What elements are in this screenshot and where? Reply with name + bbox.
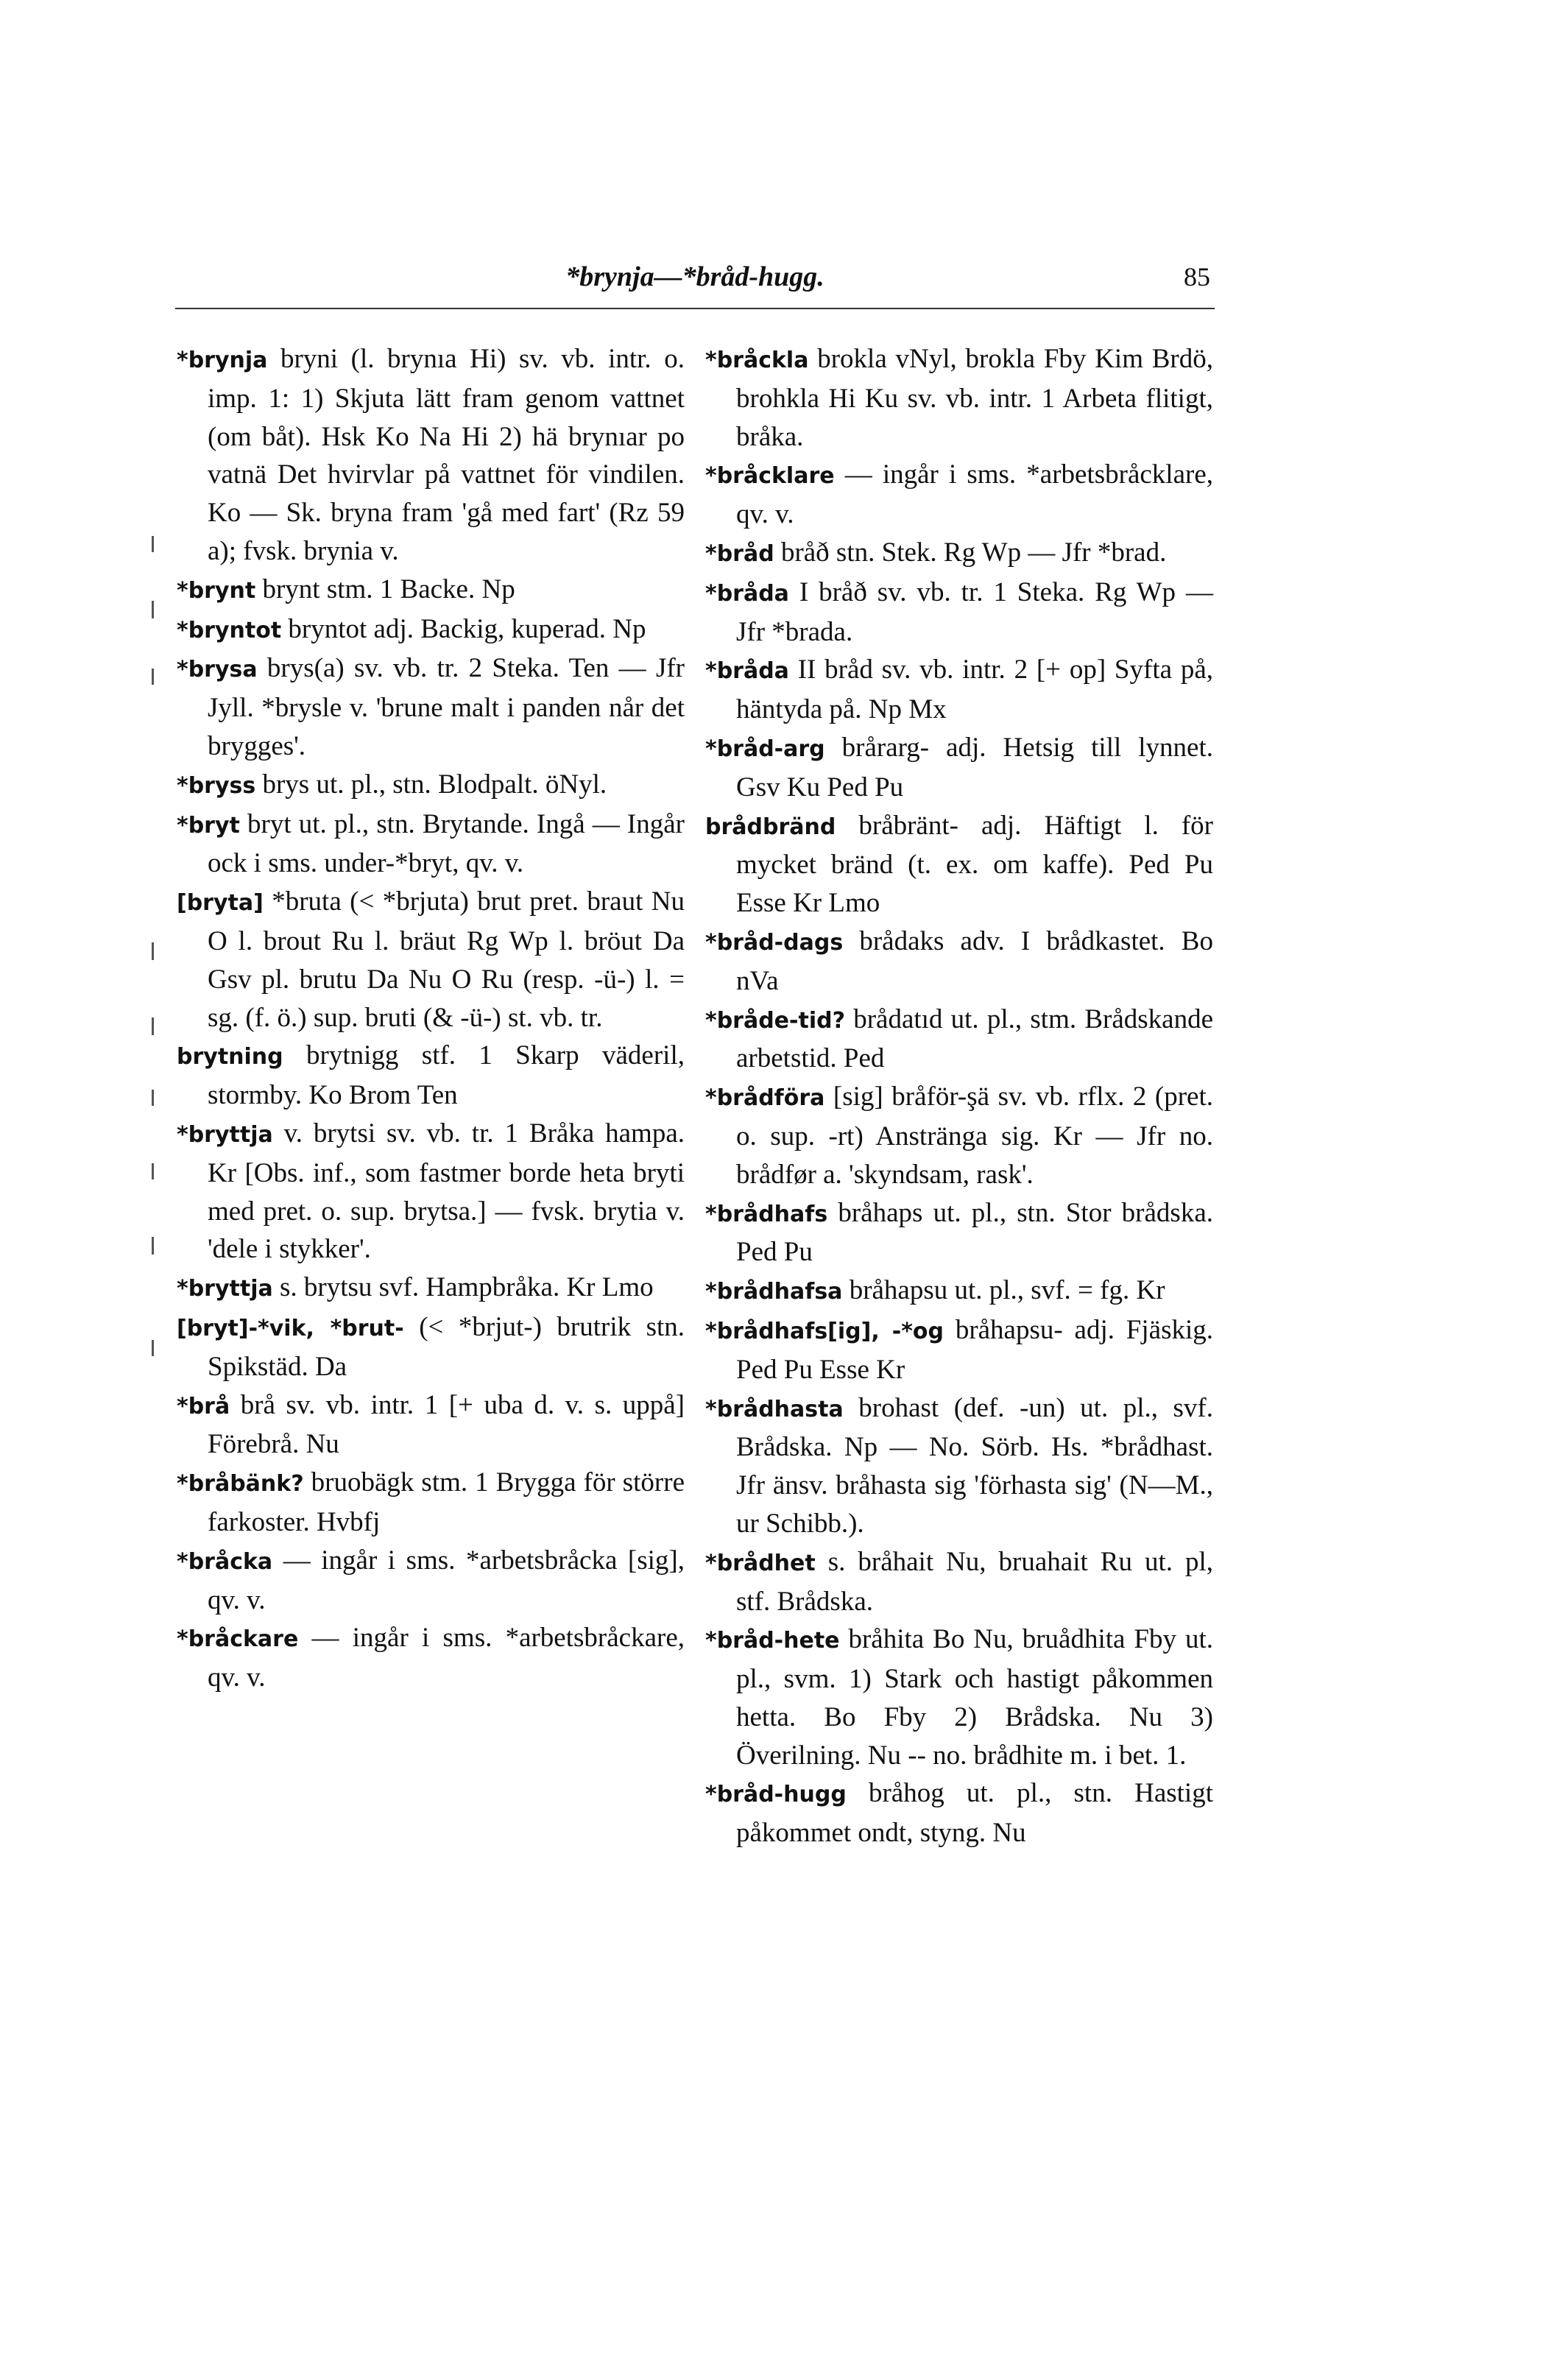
entry-text: I bråð sv. vb. tr. 1 Steka. Rg Wp — Jfr *brada. xyxy=(736,576,1213,647)
entry xyxy=(177,766,685,805)
entry xyxy=(177,571,685,610)
entry xyxy=(705,340,1213,456)
entry xyxy=(705,1078,1213,1193)
headword: *brådhasta xyxy=(705,1396,844,1422)
headword: *bråckare xyxy=(177,1626,299,1653)
entry xyxy=(705,1311,1213,1389)
headword: brådbränd xyxy=(705,814,836,840)
entry-text: bråhapsu- adj. Fjäskig. Ped Pu Esse Kr xyxy=(736,1314,1213,1385)
entry xyxy=(705,1620,1213,1774)
headword: *bråbänk? xyxy=(177,1471,304,1497)
headword: *bryss xyxy=(177,772,256,799)
entry-text: brys(a) sv. vb. tr. 2 Steka. Ten — Jfr Jyll. *brysle v. 'brune malt i panden når det brygges'. xyxy=(208,653,685,761)
entry-text: brohast (def. -un) ut. pl., svf. Brådska. Np — No. Sörb. Hs. *brådhast. Jfr änsv. bråhasta sig 'förhasta sig' (N—M., ur Schibb.). xyxy=(736,1392,1213,1539)
margin-marks xyxy=(152,530,166,1414)
headword: *bråd-hete xyxy=(705,1628,840,1654)
margin-mark xyxy=(152,536,154,552)
entry-text: bruobägk stm. 1 Brygga för större farkoster. Hvbfj xyxy=(208,1467,685,1537)
entry-text: bråbränt- adj. Häftigt l. för mycket bränd (t. ex. om kaffe). Ped Pu Esse Kr Lmo xyxy=(736,810,1213,919)
headword: *brynt xyxy=(177,577,256,604)
entry xyxy=(705,574,1213,652)
entry-text: bryt ut. pl., stn. Brytande. Ingå — Ingår ock i sms. under-*bryt, qv. v. xyxy=(208,808,685,879)
headword: *bråda xyxy=(705,580,789,607)
entry-text: brys ut. pl., stn. Blodpalt. öNyl. xyxy=(255,769,607,800)
entry xyxy=(177,1386,685,1464)
entry xyxy=(177,883,685,1037)
entry-text: [sig] bråför-şä sv. vb. rflx. 2 (pret. o. sup. -rt) Anstränga sig. Kr — Jfr no. brådfør a. 'skyndsam, rask'. xyxy=(736,1082,1213,1190)
entry xyxy=(705,651,1213,729)
entry xyxy=(177,1542,685,1620)
entry xyxy=(705,729,1213,807)
entry xyxy=(705,1389,1213,1543)
headword: *brådhet xyxy=(705,1550,816,1576)
headword: *bråd xyxy=(705,540,774,567)
headword: *brå xyxy=(177,1393,230,1419)
headword: *brådföra xyxy=(705,1085,825,1112)
headword: *brådhafsa xyxy=(705,1279,843,1305)
page-header xyxy=(175,259,1215,309)
entry xyxy=(705,922,1213,1001)
entry xyxy=(705,1543,1213,1621)
headword: *bråckla xyxy=(705,348,809,373)
entry-text: bryntot adj. Backig, kuperad. Np xyxy=(281,613,646,644)
margin-mark xyxy=(152,601,154,618)
headword: *bryttja xyxy=(177,1121,273,1148)
headword: *bråda xyxy=(705,658,789,685)
entry-text: — ingår i sms. *arbetsbråckare, qv. v. xyxy=(208,1623,685,1693)
entry-text: bråhapsu ut. pl., svf. = fg. Kr xyxy=(842,1275,1165,1306)
entry xyxy=(177,649,685,765)
headword: *bråd-hugg xyxy=(705,1782,847,1808)
right-column xyxy=(705,340,1213,1852)
entry-text: (< *brjut-) brutrik stn. Spikstäd. Da xyxy=(208,1311,685,1382)
headword: *brådhafs[ig], -*og xyxy=(705,1318,944,1344)
headword: *brådhafs xyxy=(705,1201,828,1227)
entry xyxy=(177,340,685,571)
margin-mark xyxy=(152,942,154,960)
entry xyxy=(177,1619,685,1697)
entry-text: bråð stn. Stek. Rg Wp — Jfr *brad. xyxy=(774,537,1167,568)
entry-text: v. brytsi sv. vb. tr. 1 Bråka hampa. Kr [Obs. inf., som fastmer borde heta bryti med pret. o. sup. brytsa.] — fvsk. brytia v. 'dele i stykker'. xyxy=(208,1118,685,1265)
running-head: *brynja—*bråd-hugg. xyxy=(565,261,824,292)
headword: *bråcka xyxy=(177,1548,273,1575)
entry-text: brådatıd ut. pl., stm. Brådskande arbetstid. Ped xyxy=(736,1003,1213,1074)
margin-mark xyxy=(152,1163,154,1179)
entry-text: — ingår i sms. *arbetsbråcka [sig], qv. v. xyxy=(208,1545,685,1615)
entry-text: II bråd sv. vb. intr. 2 [+ op] Syfta på, häntyda på. Np Mx xyxy=(736,655,1213,725)
headword: *bråd-arg xyxy=(705,735,825,762)
entry-text: s. brytsu svf. Hampbråka. Kr Lmo xyxy=(272,1272,654,1303)
entry xyxy=(705,1271,1213,1311)
entry xyxy=(705,534,1213,574)
entry xyxy=(177,1308,685,1386)
entry-text: brårarg- adj. Hetsig till lynnet. Gsv Ku Ped Pu xyxy=(736,732,1213,802)
headword: *bråde-tid? xyxy=(705,1007,845,1034)
entry xyxy=(177,1115,685,1269)
entry-text: bryni (l. brynıa Hi) sv. vb. intr. o. imp. 1: 1) Skjuta lätt fram genom vattnet (om båt). Hsk Ko Na Hi 2) hä brynıar po vatnä Det hvirvlar på vattnet för vindilen. Ko — Sk. bryna fram 'gå med fart' (Rz 59 a); fvsk. brynia v. xyxy=(208,344,685,566)
entry xyxy=(705,1774,1213,1852)
entry xyxy=(705,1194,1213,1272)
headword: *bråd-dags xyxy=(705,929,844,956)
page-number: 85 xyxy=(1184,262,1210,292)
headword: *bråcklare xyxy=(705,463,835,490)
margin-mark xyxy=(152,1090,154,1106)
entry xyxy=(177,1269,685,1308)
entry xyxy=(177,1037,685,1115)
entry-text: brynt stm. 1 Backe. Np xyxy=(255,574,515,604)
entry-text: *bruta (< *brjuta) brut pret. braut Nu O l. brout Ru l. bräut Rg Wp l. bröut Da Gsv pl. brutu Da Nu O Ru (resp. -ü-) l. = sg. (f. ö.) sup. bruti (& -ü-) st. vb. tr. xyxy=(208,886,685,1033)
margin-mark xyxy=(152,668,154,685)
entry xyxy=(177,610,685,650)
entry xyxy=(705,456,1213,534)
headword: *bryt xyxy=(177,812,240,839)
margin-mark xyxy=(152,1340,154,1356)
margin-mark xyxy=(152,1017,154,1035)
entry-text: bråhaps ut. pl., stn. Stor brådska. Ped Pu xyxy=(736,1197,1213,1268)
margin-mark xyxy=(152,1237,154,1255)
entry-text: brytnigg stf. 1 Skarp väderil, stormby. Ko Brom Ten xyxy=(208,1040,685,1111)
entry-text: s. bråhait Nu, bruahait Ru ut. pl, stf. Brådska. xyxy=(736,1546,1213,1617)
headword: [bryta] xyxy=(177,890,264,917)
entry-text: brokla vNyl, brokla Fby Kim Brdö, brohkla Hi Ku sv. vb. intr. 1 Arbeta flitigt, bråka. xyxy=(736,344,1213,452)
entry xyxy=(705,1001,1213,1079)
headword: brytning xyxy=(177,1044,283,1070)
entry xyxy=(177,805,685,883)
left-column xyxy=(177,340,685,1697)
entry xyxy=(705,807,1213,922)
entry-text: brå sv. vb. intr. 1 [+ uba d. v. s. uppå] Förebrå. Nu xyxy=(208,1389,685,1460)
headword: *bryntot xyxy=(177,617,282,643)
headword: *bryttja xyxy=(177,1276,273,1302)
entry xyxy=(177,1464,685,1542)
entry-text: brådaks adv. I brådkastet. Bo nVa xyxy=(736,925,1213,996)
entry-text: bråhita Bo Nu, bruådhita Fby ut. pl., svm. 1) Stark och hastigt påkommen hetta. Bo Fby 2) Brådska. Nu 3) Överilning. Nu -- no. brådhite m. i bet. 1. xyxy=(736,1624,1213,1771)
headword: [bryt]-*vik, *brut- xyxy=(177,1315,404,1341)
headword: *brynja xyxy=(177,348,268,373)
entry-text: — ingår i sms. *arbetsbråcklare, qv. v. xyxy=(736,459,1213,530)
entry-text: bråhog ut. pl., stn. Hastigt påkommet ondt, styng. Nu xyxy=(736,1778,1213,1849)
headword: *brysa xyxy=(177,657,258,683)
